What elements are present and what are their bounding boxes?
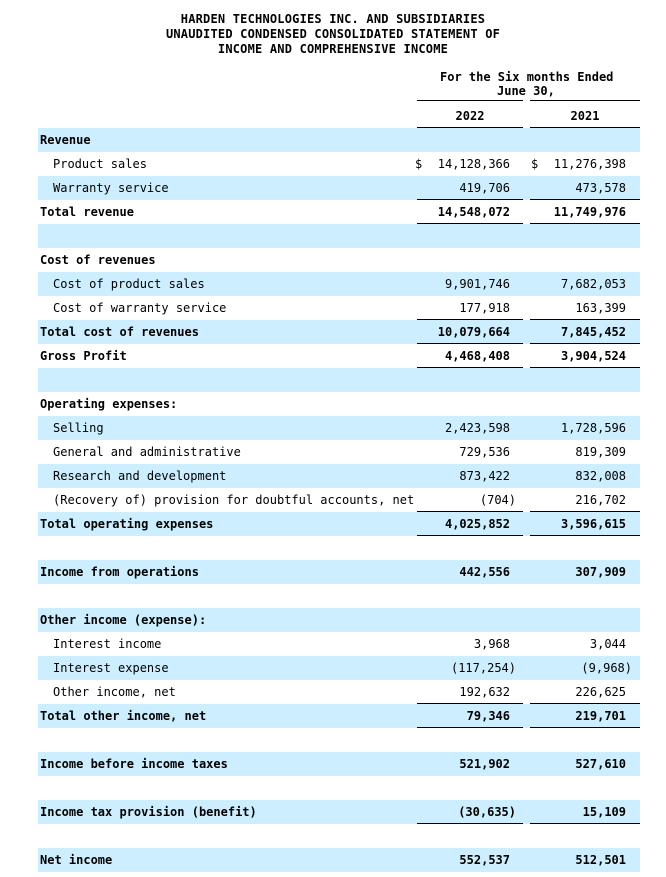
row-selling: Selling 2,423,598 1,728,596 bbox=[38, 416, 640, 440]
period-heading-line2: June 30, bbox=[497, 84, 555, 98]
row-total-other-income: Total other income, net 79,346 219,701 bbox=[38, 704, 640, 728]
row-income-before-taxes: Income before income taxes 521,902 527,610 bbox=[38, 752, 640, 776]
row-cost-product-sales: Cost of product sales 9,901,746 7,682,053 bbox=[38, 272, 640, 296]
spacer-row bbox=[38, 368, 640, 392]
spacer-row bbox=[38, 728, 640, 752]
report-title-line3: INCOME AND COMPREHENSIVE INCOME bbox=[217, 42, 449, 56]
row-warranty-service: Warranty service 419,706 473,578 bbox=[38, 176, 640, 200]
spacer-row bbox=[38, 824, 640, 848]
spacer-row bbox=[38, 536, 640, 560]
spacer-row bbox=[38, 224, 640, 248]
row-total-cost: Total cost of revenues 10,079,664 7,845,452 bbox=[38, 320, 640, 344]
row-total-revenue: Total revenue 14,548,072 11,749,976 bbox=[38, 200, 640, 224]
report-title-line2: UNAUDITED CONDENSED CONSOLIDATED STATEMENT OF bbox=[165, 27, 501, 41]
row-net-income: Net income 552,537 512,501 bbox=[38, 848, 640, 872]
spacer-row bbox=[38, 584, 640, 608]
section-header-revenue: Revenue bbox=[38, 128, 640, 152]
row-total-opex: Total operating expenses 4,025,852 3,596,615 bbox=[38, 512, 640, 536]
row-gross-profit: Gross Profit 4,468,408 3,904,524 bbox=[38, 344, 640, 368]
report-title-line1: HARDEN TECHNOLOGIES INC. AND SUBSIDIARIES bbox=[180, 12, 486, 26]
row-product-sales: Product sales $ 14,128,366 $ 11,276,398 bbox=[53, 157, 626, 171]
row-income-tax-provision: Income tax provision (benefit) (30,635) 15,109 bbox=[38, 800, 640, 824]
column-header-2022: 2022 bbox=[417, 100, 523, 128]
section-header-other-income: Other income (expense): bbox=[38, 608, 640, 632]
row-income-from-operations: Income from operations 442,556 307,909 bbox=[38, 560, 640, 584]
row-doubtful-accounts: (Recovery of) provision for doubtful accounts, net (704) 216,702 bbox=[38, 488, 640, 512]
period-heading-line1: For the Six months Ended bbox=[440, 70, 614, 84]
row-general-administrative: General and administrative 729,536 819,309 bbox=[53, 445, 626, 459]
column-header-2021: 2021 bbox=[530, 100, 640, 128]
row-other-income-net: Other income, net 192,632 226,625 bbox=[38, 680, 640, 704]
row-interest-expense: Interest expense (117,254) (9,968) bbox=[38, 656, 640, 680]
section-header-cost: Cost of revenues bbox=[40, 253, 156, 267]
spacer-row bbox=[38, 776, 640, 800]
row-research-development: Research and development 873,422 832,008 bbox=[38, 464, 640, 488]
row-interest-income: Interest income 3,968 3,044 bbox=[53, 637, 626, 651]
row-cost-warranty-service: Cost of warranty service 177,918 163,399 bbox=[38, 296, 640, 320]
section-header-opex: Operating expenses: bbox=[40, 397, 178, 411]
